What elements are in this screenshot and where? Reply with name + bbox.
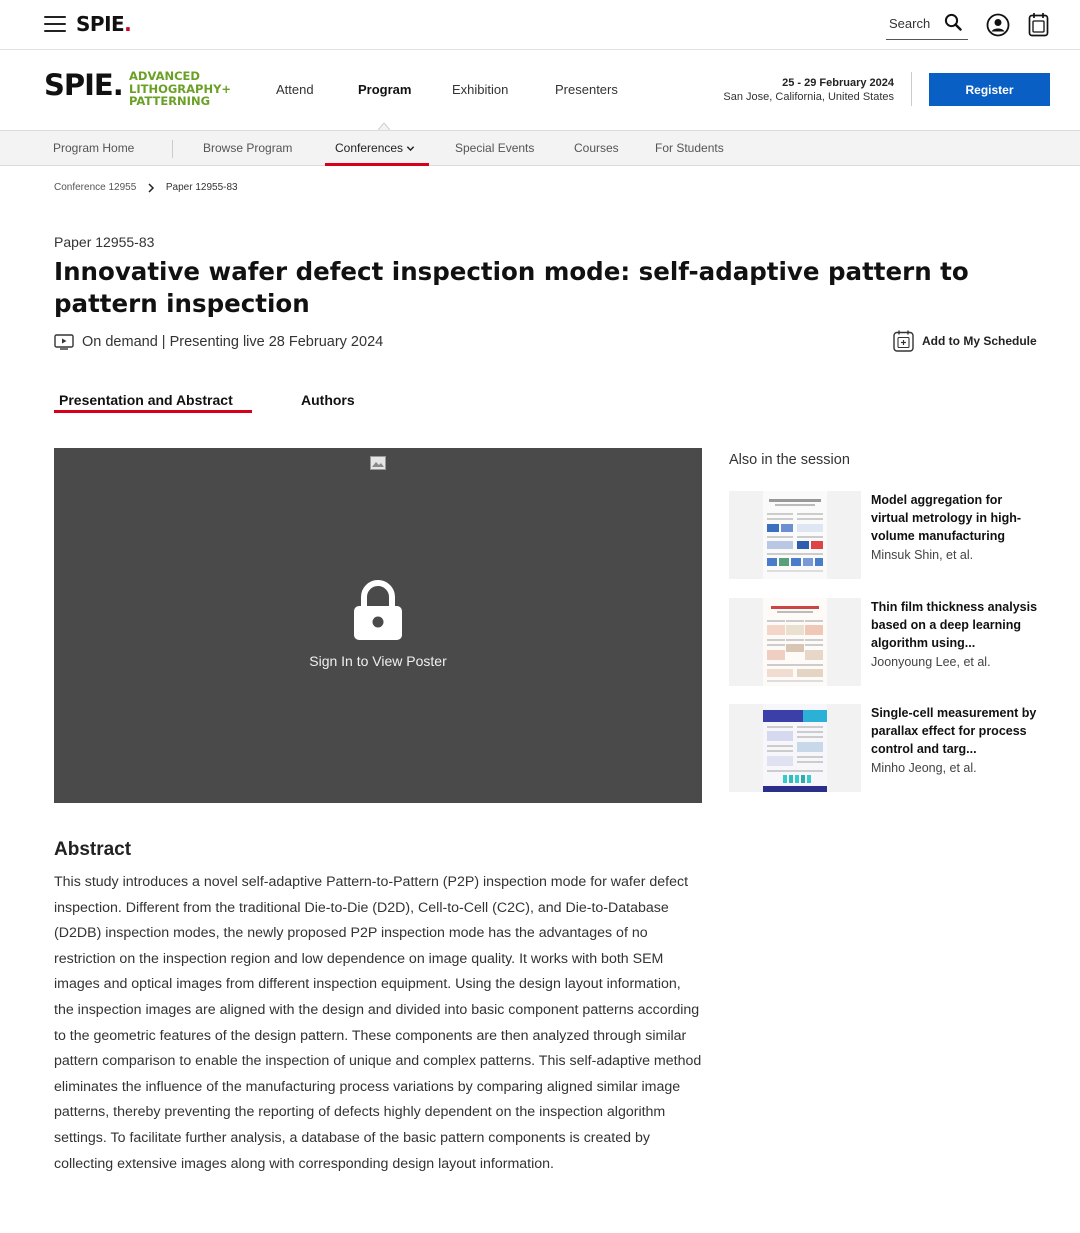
also-in-session-heading: Also in the session (729, 452, 850, 468)
abstract-text: This study introduces a novel self-adaptive Pattern-to-Pattern (P2P) inspection mode for wafer defect inspection. Different from the traditional Die-to-Die (D2D), Cell-to-Cell (C2C), and Die-to-Database (D2DB) inspection modes, the newly proposed P2P inspection mode has the advantages of no restriction on the inspection region and low dependence on image quality. It works with both SEM images and optical images from different inspection equipment. Using the design layout information, the inspection images are aligned with the design and divided into basic component patterns according to the geometric features of the design pattern. These components are then analyzed through similar pattern comparison to enable the inspection of unique and complex patterns. This self-adaptive method eliminates the influence of the manufacturing process variations by comparing aligned similar image patterns, thereby preventing the reporting of defects highly dependent on the inspection algorithm settings. To facilitate further analysis, a database of the basic pattern components is created by collecting extensive images along with corresponding design layout information. (54, 874, 702, 1172)
session-item-authors: Joonyoung Lee, et al. (871, 655, 991, 669)
sub-nav (0, 130, 1080, 166)
top-logo[interactable]: SPIE. (76, 12, 132, 36)
tab-authors[interactable]: Authors (301, 392, 355, 408)
search-field[interactable] (886, 10, 968, 40)
main-header: SPIE. ADVANCED LITHOGRAPHY+ PATTERNING Attend Program Exhibition Presenters 25 - 29 February 2024 San Jose, California, United States Register (0, 50, 1080, 130)
poster-thumbnail (729, 598, 861, 686)
broken-image-icon (370, 456, 386, 470)
session-item-title[interactable]: Thin film thickness analysis based on a deep learning algorithm using... (871, 600, 1038, 650)
abstract-heading: Abstract (54, 839, 132, 860)
breadcrumb-paper: Paper 12955-83 (165, 182, 238, 193)
subnav-special-events[interactable]: Special Events (455, 141, 535, 155)
tab-presentation-abstract[interactable]: Presentation and Abstract (59, 392, 233, 408)
active-nav-caret-icon (378, 122, 390, 130)
session-item-authors: Minsuk Shin, et al. (871, 548, 974, 562)
paper-id: Paper 12955-83 (54, 234, 155, 250)
search-label: Search (889, 16, 931, 31)
top-utility-bar (0, 0, 1080, 50)
subnav-program-home[interactable]: Program Home (53, 141, 135, 155)
calendar-icon[interactable] (1028, 12, 1049, 37)
subnav-browse-program[interactable]: Browse Program (203, 141, 293, 155)
session-item[interactable] (729, 598, 1049, 688)
lock-icon (352, 578, 404, 642)
poster-viewer[interactable] (54, 448, 702, 803)
availability-text: On demand | Presenting live 28 February 2024 (82, 334, 384, 351)
session-item[interactable] (729, 704, 1049, 794)
poster-thumbnail (729, 491, 861, 579)
session-item-title[interactable]: Model aggregation for virtual metrology in high-volume manufacturing (871, 493, 1022, 543)
breadcrumb (54, 182, 238, 193)
nav-presenters[interactable]: Presenters (555, 82, 618, 97)
event-dates: 25 - 29 February 2024 (782, 77, 894, 89)
calendar-add-icon (893, 330, 914, 352)
availability-info (54, 334, 383, 350)
nav-program[interactable]: Program (358, 82, 412, 97)
nav-exhibition[interactable]: Exhibition (452, 82, 509, 97)
subnav-for-students[interactable]: For Students (655, 141, 724, 155)
register-button[interactable]: Register (929, 73, 1050, 106)
user-account-icon[interactable] (986, 13, 1010, 37)
session-item-title[interactable]: Single-cell measurement by parallax effect for process control and targ... (871, 706, 1037, 756)
nav-attend[interactable]: Attend (276, 82, 314, 97)
sign-in-to-view-poster[interactable]: Sign In to View Poster (309, 653, 447, 669)
hamburger-menu-icon[interactable] (44, 16, 66, 34)
session-item[interactable] (729, 491, 1049, 581)
subnav-courses[interactable]: Courses (574, 141, 619, 155)
event-date-block (723, 77, 894, 103)
subnav-divider (172, 140, 173, 158)
active-tab-underline (54, 410, 252, 413)
video-play-icon (54, 334, 74, 350)
header-divider (911, 72, 912, 106)
subnav-conferences[interactable]: Conferences (335, 141, 415, 155)
event-location: San Jose, California, United States (723, 91, 894, 103)
breadcrumb-conference[interactable]: Conference 12955 (54, 182, 137, 193)
poster-thumbnail (729, 704, 861, 792)
page-title: Innovative wafer defect inspection mode: self-adaptive pattern to pattern inspection (54, 257, 969, 318)
subnav-active-underline (325, 163, 429, 166)
chevron-down-icon (406, 144, 415, 153)
add-to-schedule-label: Add to My Schedule (922, 334, 1037, 348)
search-icon[interactable] (944, 13, 962, 31)
chevron-right-icon (147, 183, 155, 193)
session-item-authors: Minho Jeong, et al. (871, 761, 977, 775)
